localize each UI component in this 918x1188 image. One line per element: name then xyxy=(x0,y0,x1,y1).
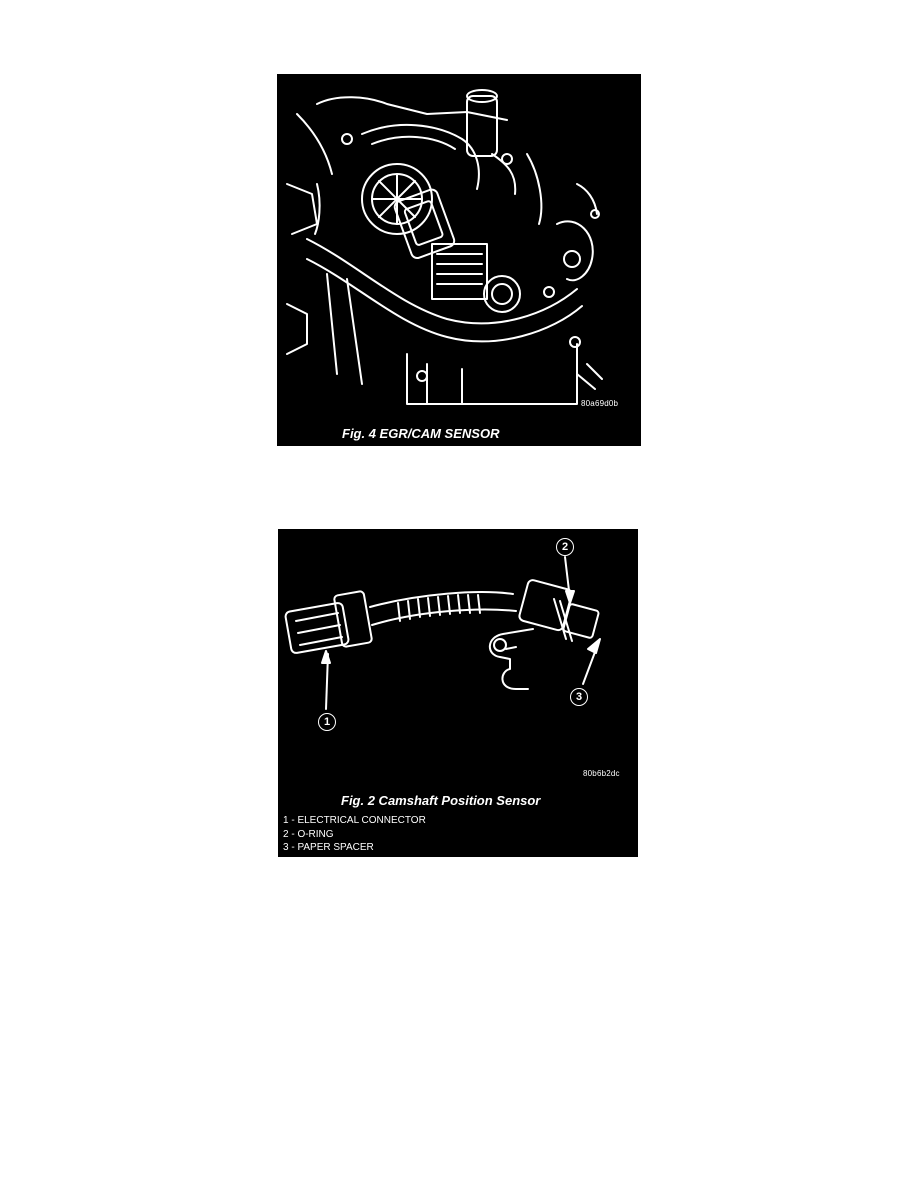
legend-item-paper-spacer: 3 - PAPER SPACER xyxy=(283,842,374,853)
figure-legend xyxy=(283,814,426,855)
figure-code: 80b6b2dc xyxy=(583,769,620,778)
figure-camshaft-position-sensor xyxy=(278,529,638,857)
callout-3: 3 xyxy=(570,688,588,706)
engine-illustration xyxy=(277,74,641,446)
figure-caption: Fig. 4 EGR/CAM SENSOR xyxy=(342,426,500,441)
legend-item-o-ring: 2 - O-RING xyxy=(283,828,334,840)
figure-caption: Fig. 2 Camshaft Position Sensor xyxy=(341,793,541,808)
callout-2: 2 xyxy=(556,538,574,556)
figure-egr-cam-sensor xyxy=(277,74,641,446)
callout-1: 1 xyxy=(318,713,336,731)
figure-code: 80a69d0b xyxy=(581,399,619,408)
legend-item-electrical-connector: 1 - ELECTRICAL CONNECTOR xyxy=(283,815,426,826)
